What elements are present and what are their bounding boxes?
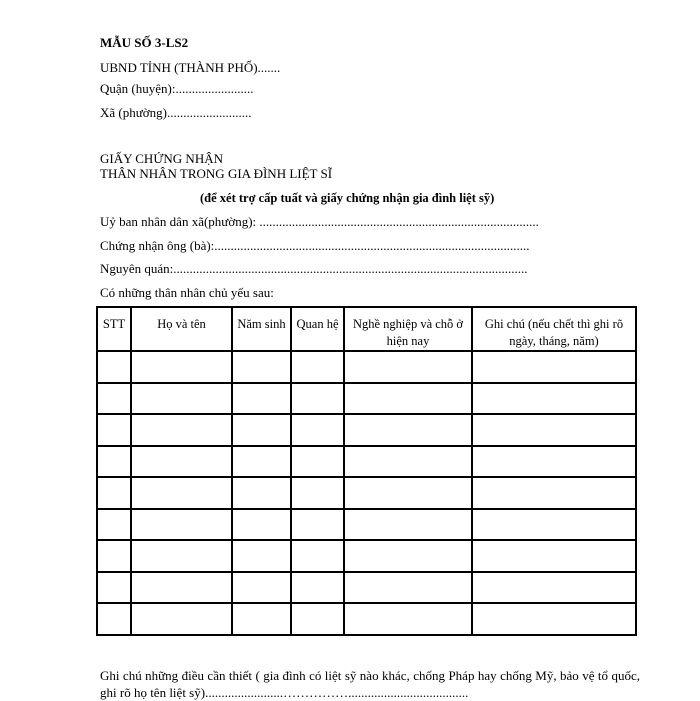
table-row [97, 603, 636, 635]
province-line: UBND TỈNH (THÀNH PHỐ)....... [100, 60, 281, 75]
table-cell [472, 509, 636, 541]
table-cell [232, 414, 291, 446]
table-cell [472, 383, 636, 415]
table-cell [344, 446, 472, 478]
table-cell [344, 383, 472, 415]
table-cell [97, 572, 131, 604]
table-cell [131, 351, 232, 383]
table-cell [291, 540, 344, 572]
subtitle: (để xét trợ cấp tuất và giấy chứng nhận gia đình liệt sỹ) [200, 191, 495, 205]
table-cell [131, 446, 232, 478]
col-header-occupation: Nghề nghiệp và chỗ ở hiện nay [344, 307, 472, 351]
table-cell [344, 477, 472, 509]
title-line-2: THÂN NHÂN TRONG GIA ĐÌNH LIỆT SĨ [100, 166, 333, 181]
table-cell [131, 509, 232, 541]
table-cell [232, 603, 291, 635]
table-cell [344, 572, 472, 604]
table-cell [291, 414, 344, 446]
table-cell [344, 603, 472, 635]
table-cell [232, 383, 291, 415]
table-cell [232, 572, 291, 604]
form-number: MẪU SỐ 3-LS2 [100, 35, 189, 50]
table-cell [344, 540, 472, 572]
committee-field: Uỷ ban nhân dân xã(phường): ...................................................................................... [100, 214, 539, 229]
table-cell [97, 414, 131, 446]
table-row [97, 383, 636, 415]
table-row [97, 509, 636, 541]
table-cell [472, 446, 636, 478]
table-cell [232, 540, 291, 572]
table-cell [291, 446, 344, 478]
table-cell [131, 572, 232, 604]
table-cell [97, 540, 131, 572]
table-cell [472, 572, 636, 604]
table-cell [291, 603, 344, 635]
table-cell [232, 351, 291, 383]
col-header-relation: Quan hệ [291, 307, 344, 351]
col-header-name: Họ và tên [131, 307, 232, 351]
table-cell [472, 414, 636, 446]
table-cell [291, 477, 344, 509]
table-cell [472, 540, 636, 572]
table-cell [472, 603, 636, 635]
table-cell [291, 572, 344, 604]
table-cell [97, 477, 131, 509]
table-cell [291, 383, 344, 415]
title-line-1: GIẤY CHỨNG NHẬN [100, 151, 223, 166]
table-cell [472, 351, 636, 383]
table-cell [344, 351, 472, 383]
footer-note: Ghi chú những điều cần thiết ( gia đình có liệt sỹ nào khác, chống Pháp hay chống Mỹ, bảo vệ tổ quốc, ghi rõ họ tên liệt sỹ)........................……………..................................... [100, 668, 640, 700]
table-cell [232, 446, 291, 478]
col-header-stt: STT [97, 307, 131, 351]
table-cell [131, 540, 232, 572]
ward-line: Xã (phường).......................... [100, 105, 252, 120]
table-cell [131, 383, 232, 415]
table-cell [131, 414, 232, 446]
table-cell [291, 351, 344, 383]
table-cell [291, 509, 344, 541]
district-line: Quận (huyện):........................ [100, 81, 254, 96]
table-cell [131, 477, 232, 509]
table-row [97, 446, 636, 478]
table-cell [472, 477, 636, 509]
table-cell [344, 509, 472, 541]
table-cell [97, 603, 131, 635]
table-cell [97, 446, 131, 478]
table-row [97, 572, 636, 604]
table-cell [232, 509, 291, 541]
table-cell [97, 509, 131, 541]
table-cell [131, 603, 232, 635]
col-header-note: Ghi chú (nếu chết thì ghi rõ ngày, tháng, năm) [472, 307, 636, 351]
table-row [97, 351, 636, 383]
relatives-intro: Có những thân nhân chủ yếu sau: [100, 285, 274, 300]
table-header-row [97, 307, 636, 351]
table-row [97, 414, 636, 446]
col-header-birth-year: Năm sinh [232, 307, 291, 351]
table-cell [97, 351, 131, 383]
table-cell [97, 383, 131, 415]
table-row [97, 477, 636, 509]
table-cell [232, 477, 291, 509]
table-row [97, 540, 636, 572]
relatives-table [96, 306, 637, 636]
table-cell [344, 414, 472, 446]
certify-field: Chứng nhận ông (bà):................................................................................................. [100, 238, 530, 253]
hometown-field: Nguyên quán:............................................................................................................. [100, 261, 528, 276]
